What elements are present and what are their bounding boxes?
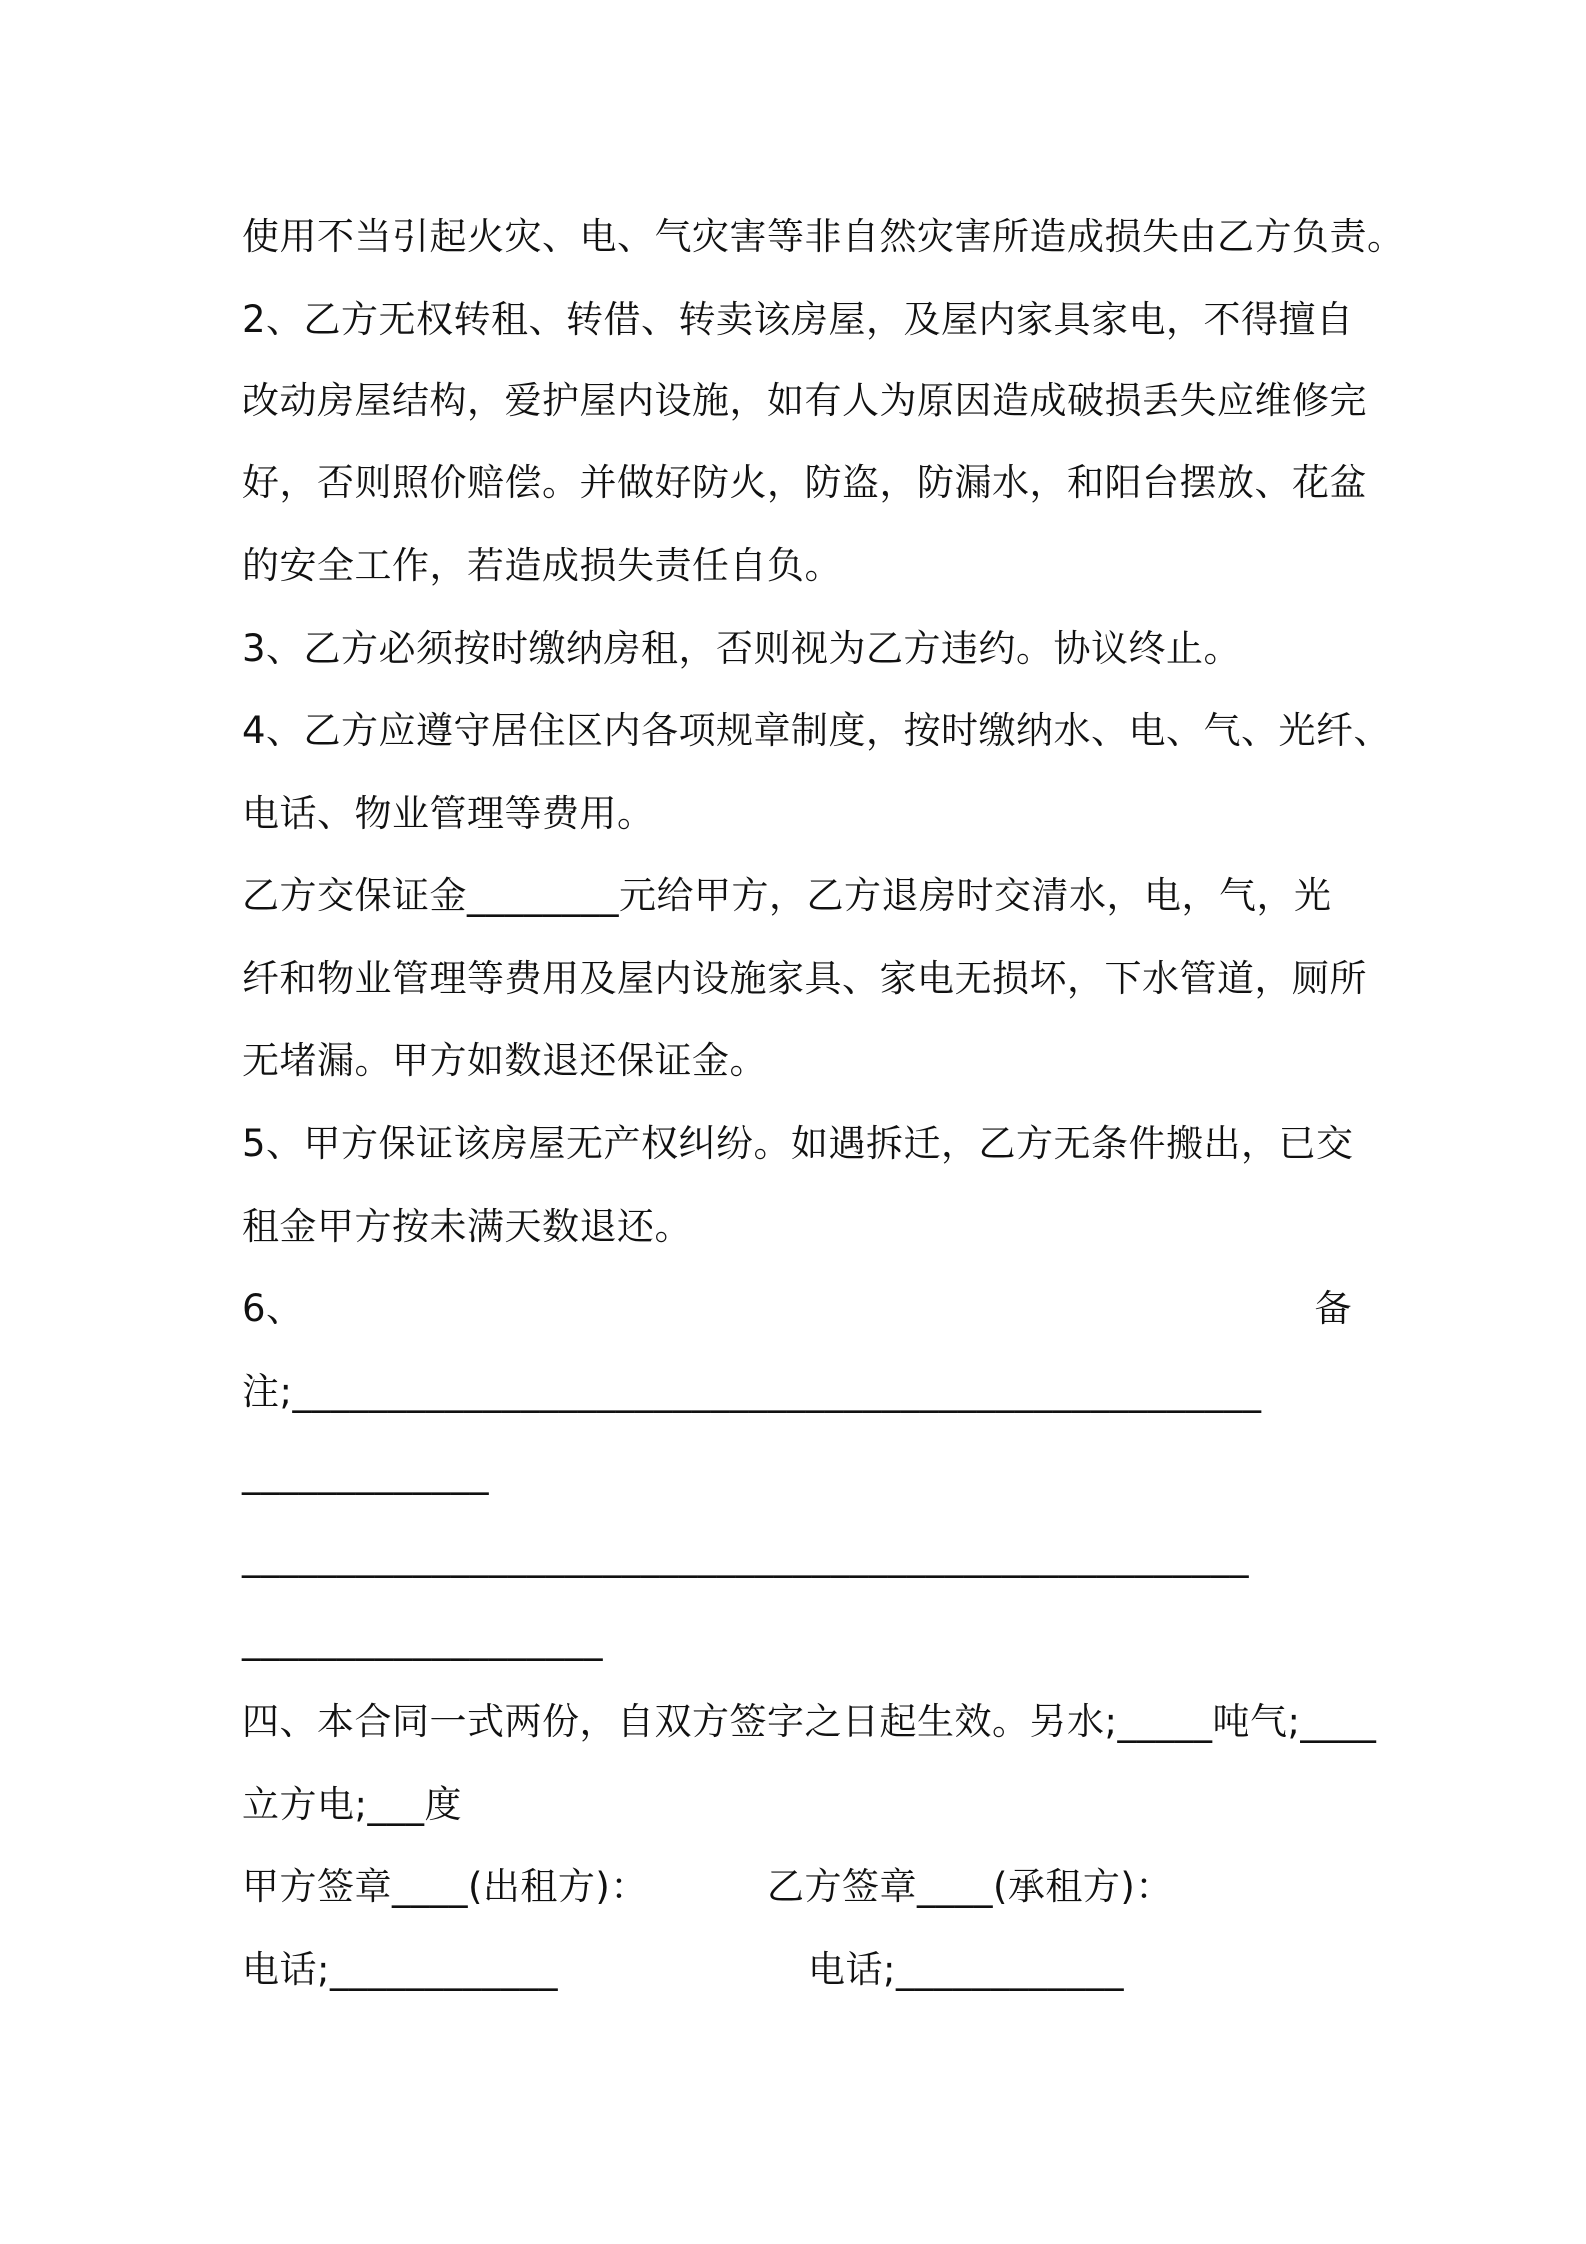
blank-line-1: _____________ [242,1452,489,1495]
text-line-10: 纤和物业管理等费用及屋内设施家具、家电无损坏，下水管道，厕所 [242,957,1367,1000]
text-line-3: 改动房屋结构，爱护屋内设施，如有人为原因造成破损丢失应维修完 [242,379,1367,422]
text-line-13: 租金甲方按未满天数退还。 [242,1205,692,1248]
blank-line-3: ___________________ [242,1618,603,1661]
text-line-2: 2、乙方无权转租、转借、转卖该房屋，及屋内家具家电，不得擅自 [242,298,1354,341]
item-6-line [242,1286,1352,1332]
text-line-7: 4、乙方应遵守居住区内各项规章制度，按时缴纳水、电、气、光纤、 [242,709,1392,752]
party-b-phone: 电话;____________ [808,1948,1124,1991]
text-line-12: 5、甲方保证该房屋无产权纠纷。如遇拆迁，乙方无条件搬出，已交 [242,1122,1354,1165]
item-6-word: 备 [1314,1287,1352,1330]
party-a-seal: 甲方签章____(出租方)： [242,1865,648,1908]
text-line-9: 乙方交保证金________元给甲方，乙方退房时交清水，电，气，光 [242,874,1332,917]
clause-4-line-2: 立方电;___度 [242,1783,462,1826]
text-line-1: 使用不当引起火灾、电、气灾害等非自然灾害所造成损失由乙方负责。 [242,215,1405,258]
text-line-11: 无堵漏。甲方如数退还保证金。 [242,1039,767,1082]
clause-4-line-1: 四、本合同一式两份，自双方签字之日起生效。另水;_____吨气;____ [242,1700,1377,1743]
text-line-6: 3、乙方必须按时缴纳房租，否则视为乙方违约。协议终止。 [242,627,1242,670]
text-line-4: 好，否则照价赔偿。并做好防火，防盗，防漏水，和阳台摆放、花盆 [242,461,1367,504]
blank-line-2: _____________________________________________________ [242,1535,1249,1578]
item-6-number: 6、 [242,1287,304,1330]
text-line-5: 的安全工作，若造成损失责任自负。 [242,544,842,587]
remark-line: 注;___________________________________________________ [242,1370,1262,1413]
party-a-phone: 电话;____________ [242,1948,558,1991]
text-line-8: 电话、物业管理等费用。 [242,792,655,835]
party-b-seal: 乙方签章____(承租方)： [767,1865,1173,1908]
